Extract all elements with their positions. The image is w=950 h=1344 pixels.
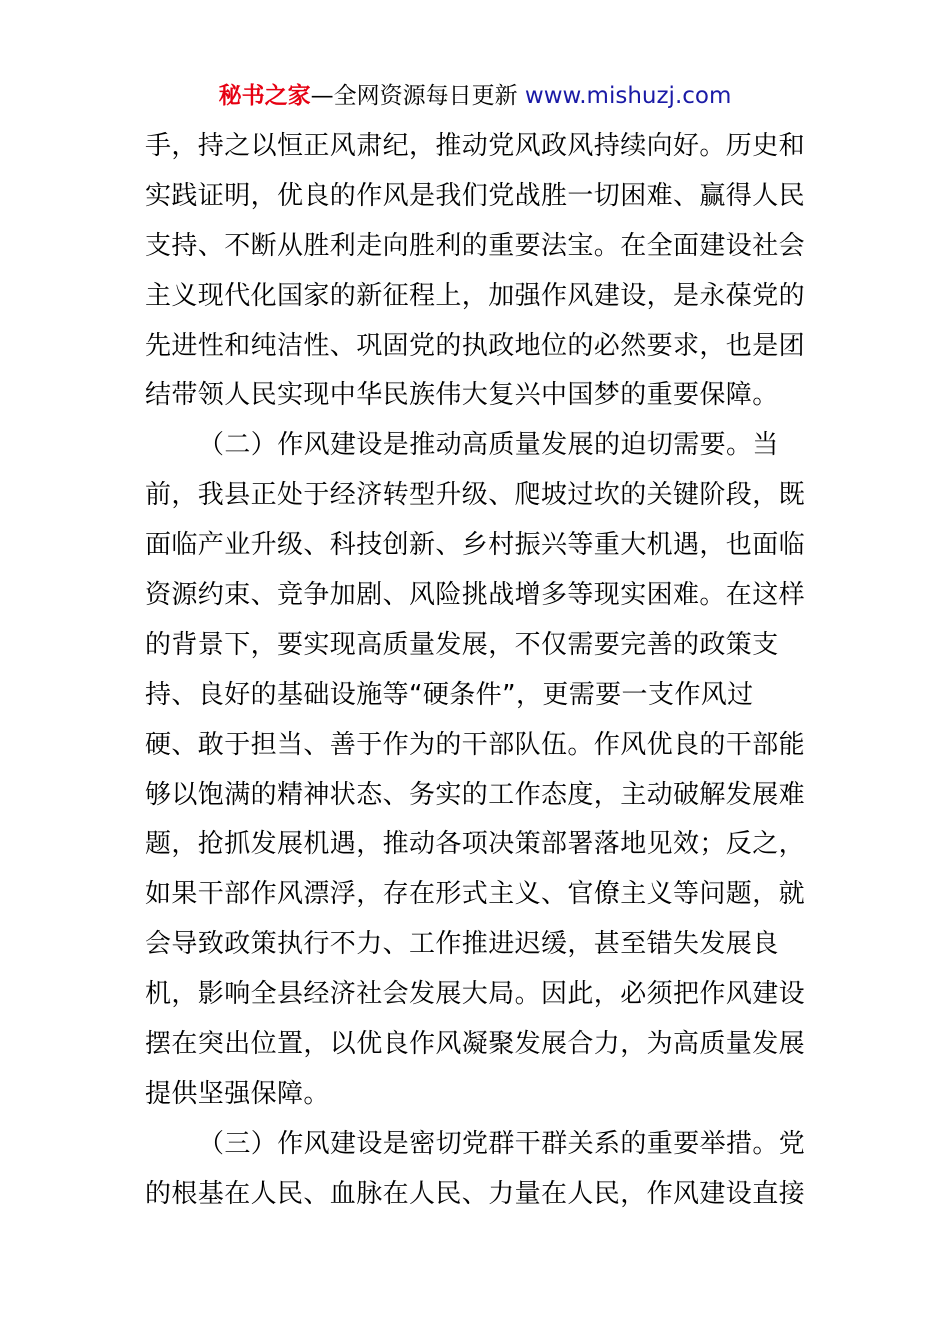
text-line: 题，抢抓发展机遇，推动各项决策部署落地见效；反之， [145,829,806,860]
text-line: 的根基在人民、血脉在人民、力量在人民，作风建设直接 [145,1178,806,1209]
brand-name: 秘书之家 [218,83,311,109]
text-line: 摆在突出位置，以优良作风凝聚发展合力，为高质量发展 [145,1029,806,1060]
text-line: 结带领人民实现中华民族伟大复兴中国梦的重要保障。 [145,380,779,411]
text-line: 面临产业升级、科技创新、乡村振兴等重大机遇，也面临 [145,530,806,561]
header-tagline: —全网资源每日更新 [310,83,525,109]
text-line: 硬、敢于担当、善于作为的干部队伍。作风优良的干部能 [145,729,806,760]
text-line: 资源约束、竞争加剧、风险挑战增多等现实困难。在这样 [145,580,806,611]
document-body [145,122,810,1220]
text-line: 如果干部作风漂浮，存在形式主义、官僚主义等问题，就 [145,879,806,910]
text-line: 主义现代化国家的新征程上，加强作风建设，是永葆党的 [145,280,806,311]
section-heading-line: （三）作风建设是密切党群干群关系的重要举措。党 [198,1128,806,1159]
text-line: 够以饱满的精神状态、务实的工作态度，主动破解发展难 [145,779,806,810]
site-url-link[interactable]: www.mishuzj.com [524,83,732,109]
text-line: 机，影响全县经济社会发展大局。因此，必须把作风建设 [145,979,806,1010]
section-heading-line: （二）作风建设是推动高质量发展的迫切需要。当 [198,430,779,461]
text-line: 支持、不断从胜利走向胜利的重要法宝。在全面建设社会 [145,230,806,261]
page-header [0,80,950,112]
text-line: 持、良好的基础设施等“硬条件”，更需要一支作风过 [145,679,754,710]
text-line: 实践证明，优良的作风是我们党战胜一切困难、赢得人民 [145,180,806,211]
text-line: 前，我县正处于经济转型升级、爬坡过坎的关键阶段，既 [145,480,806,511]
text-line: 手，持之以恒正风肃纪，推动党风政风持续向好。历史和 [145,131,806,161]
text-line: 的背景下，要实现高质量发展，不仅需要完善的政策支 [145,629,779,660]
text-line: 先进性和纯洁性、巩固党的执政地位的必然要求，也是团 [145,330,806,361]
text-line: 会导致政策执行不力、工作推进迟缓，甚至错失发展良 [145,929,779,960]
text-line: 提供坚强保障。 [145,1078,330,1109]
